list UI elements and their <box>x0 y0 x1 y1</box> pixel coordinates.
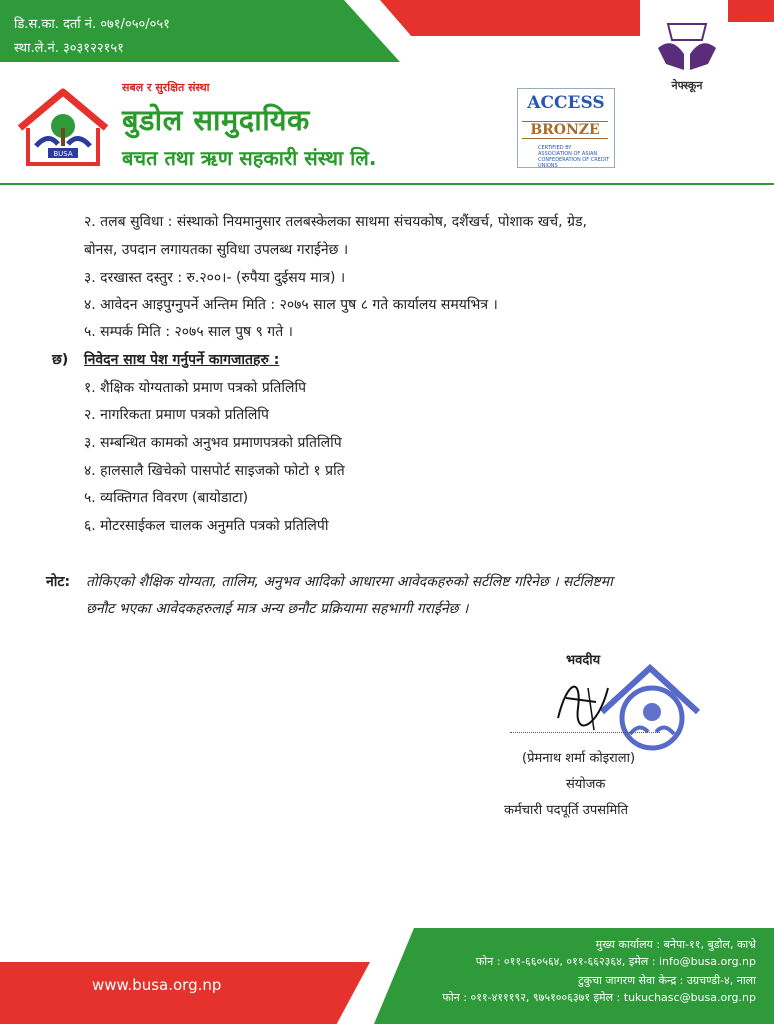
application-fee-line: ३. दरखास्त दस्तुर : रु.२००।- (रुपैया दुईसय मात्र) । <box>84 270 346 286</box>
access-association: ASSOCIATION OF ASIAN CONFEDERATION OF CREDIT UNIONS <box>538 151 610 169</box>
signature-mark <box>548 668 618 738</box>
local-registration-number: स्था.ले.नं. ३०३१२२१५१ <box>14 41 124 56</box>
document-item: ५. व्यक्तिगत विवरण (बायोडाटा) <box>84 490 249 506</box>
section-title: निवेदन साथ पेश गर्नुपर्ने कागजातहरु : <box>84 352 280 368</box>
note-text: तोकिएको शैक्षिक योग्यता, तालिम, अनुभव आदिको आधारमा आवेदकहरुको सर्टलिष्ट गरिनेछ । सर्टलिष्टमा <box>86 574 613 590</box>
logo-label: BUSA <box>53 150 73 158</box>
document-item: ३. सम्बन्धित कामको अनुभव प्रमाणपत्रको प्रतिलिपि <box>84 435 342 451</box>
signature-line <box>510 732 660 733</box>
website-url: www.busa.org.np <box>92 976 222 994</box>
note-label: नोट: <box>46 574 71 590</box>
header-red-corner <box>728 0 774 22</box>
contact-date-line: ५. सम्पर्क मिति : २०७५ साल पुष ९ गते । <box>84 324 293 340</box>
header-divider <box>0 183 774 185</box>
access-bronze-badge <box>517 88 615 168</box>
document-item: ४. हालसालै खिचेको पासपोर्ट साइजको फोटो १ प्रति <box>84 463 345 479</box>
deadline-line: ४. आवेदन आइपुग्नुपर्ने अन्तिम मिति : २०७५ साल पुष ८ गते कार्यालय समयभित्र । <box>84 297 498 313</box>
header-red-band <box>380 0 640 36</box>
document-item: २. नागरिकता प्रमाण पत्रको प्रतिलिपि <box>84 407 269 423</box>
nefscun-label: नेफ्स्कून <box>671 79 703 92</box>
note-text-continued: छनौट भएका आवेदकहरुलाई मात्र अन्य छनौट प्रक्रियामा सहभागी गराईनेछ । <box>86 601 469 617</box>
service-center-contact: फोन : ०११-४१११९२, ९७५१००६३७१ इमेल : tukuchasc@busa.org.np <box>442 991 756 1004</box>
document-item: १. शैक्षिक योग्यताको प्रमाण पत्रको प्रतिलिपि <box>84 380 307 396</box>
registration-number: डि.स.का. दर्ता नं. ०७१/०५०/०५१ <box>14 17 170 32</box>
busa-logo <box>14 88 112 170</box>
signature-closing: भवदीय <box>566 653 601 668</box>
org-tagline: सबल र सुरक्षित संस्था <box>122 81 210 94</box>
section-letter: छ) <box>52 352 69 368</box>
nefscun-logo <box>652 14 722 74</box>
signatory-role: संयोजक <box>566 777 606 792</box>
head-office-address: मुख्य कार्यालय : बनेपा-११, बुडोल, काभ्रे <box>595 938 756 951</box>
access-level: BRONZE <box>522 121 608 139</box>
document-item: ६. मोटरसाईकल चालक अनुमति पत्रको प्रतिलिपी <box>84 518 329 534</box>
salary-benefit-line: २. तलब सुविधा : संस्थाको नियमानुसार तलबस्केलका साथमा संचयकोष, दशैंखर्च, पोशाक खर्च, ग्रेड, <box>84 214 587 230</box>
head-office-contact: फोन : ०११-६६०५६४, ०११-६६२३६४, इमेल : info@busa.org.np <box>475 955 756 968</box>
access-title: ACCESS <box>527 93 605 113</box>
signatory-name: (प्रेमनाथ शर्मा कोइराला) <box>522 751 636 766</box>
access-certified-by: CERTIFIED BY <box>538 145 572 151</box>
org-name: बुडोल सामुदायिक <box>122 103 310 137</box>
access-certified <box>538 145 610 169</box>
service-center-address: टुकुचा जागरण सेवा केन्द्र : उग्रचण्डी-४, नाला <box>578 974 756 987</box>
org-name-subtitle: बचत तथा ऋण सहकारी संस्था लि. <box>122 146 377 170</box>
salary-benefit-continued: बोनस, उपदान लगायतका सुविधा उपलब्ध गराईनेछ । <box>84 242 349 258</box>
signatory-committee: कर्मचारी पदपूर्ति उपसमिति <box>504 803 628 818</box>
